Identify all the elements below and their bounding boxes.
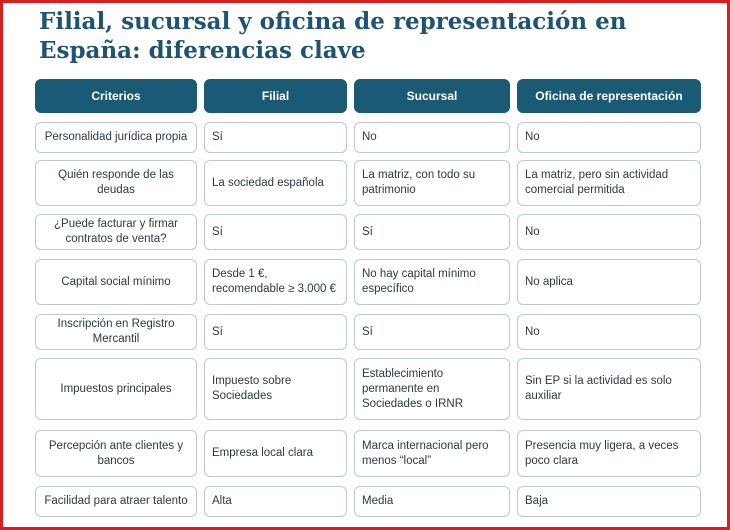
row-criterio-cell: Inscripción en Registro Mercantil [35,314,197,350]
row-sucursal-cell: No [354,122,510,153]
row-filial-cell: Desde 1 €, recomendable ≥ 3.000 € [204,259,347,305]
row-filial-cell: Sí [204,214,347,250]
row-filial-cell: Impuesto sobre Sociedades [204,358,347,420]
row-sucursal-cell: Sí [354,314,510,350]
row-oficina-cell: Sin EP si la actividad es solo auxiliar [517,358,701,420]
row-sucursal-cell: Sí [354,214,510,250]
row-filial-cell: Sí [204,314,347,350]
row-filial-cell: Alta [204,486,347,517]
row-sucursal-cell: Media [354,486,510,517]
header-criterios: Criterios [35,79,197,113]
row-sucursal-cell: Marca internacional pero menos “local” [354,430,510,477]
row-oficina-cell: Baja [517,486,701,517]
row-oficina-cell: No [517,314,701,350]
row-sucursal-cell: La matriz, con todo su patrimonio [354,160,510,206]
row-oficina-cell: No [517,214,701,250]
row-sucursal-cell: No hay capital mínimo específico [354,259,510,305]
row-oficina-cell: La matriz, pero sin actividad comercial permitida [517,160,701,206]
header-sucursal: Sucursal [354,79,510,113]
row-criterio-cell: Quién responde de las deudas [35,160,197,206]
row-filial-cell: Empresa local clara [204,430,347,477]
header-filial: Filial [204,79,347,113]
row-criterio-cell: ¿Puede facturar y firmar contratos de venta? [35,214,197,250]
row-oficina-cell: Presencia muy ligera, a veces poco clara [517,430,701,477]
row-sucursal-cell: Establecimiento permanente en Sociedades o IRNR [354,358,510,420]
page-title: Filial, sucursal y oficina de representación en España: diferencias clave [39,8,627,64]
row-oficina-cell: No [517,122,701,153]
row-criterio-cell: Personalidad jurídica propia [35,122,197,153]
row-criterio-cell: Capital social mínimo [35,259,197,305]
row-oficina-cell: No aplica [517,259,701,305]
row-criterio-cell: Facilidad para atraer talento [35,486,197,517]
header-oficina: Oficina de representación [517,79,701,113]
row-criterio-cell: Impuestos principales [35,358,197,420]
row-criterio-cell: Percepción ante clientes y bancos [35,430,197,477]
row-filial-cell: La sociedad española [204,160,347,206]
row-filial-cell: Sí [204,122,347,153]
